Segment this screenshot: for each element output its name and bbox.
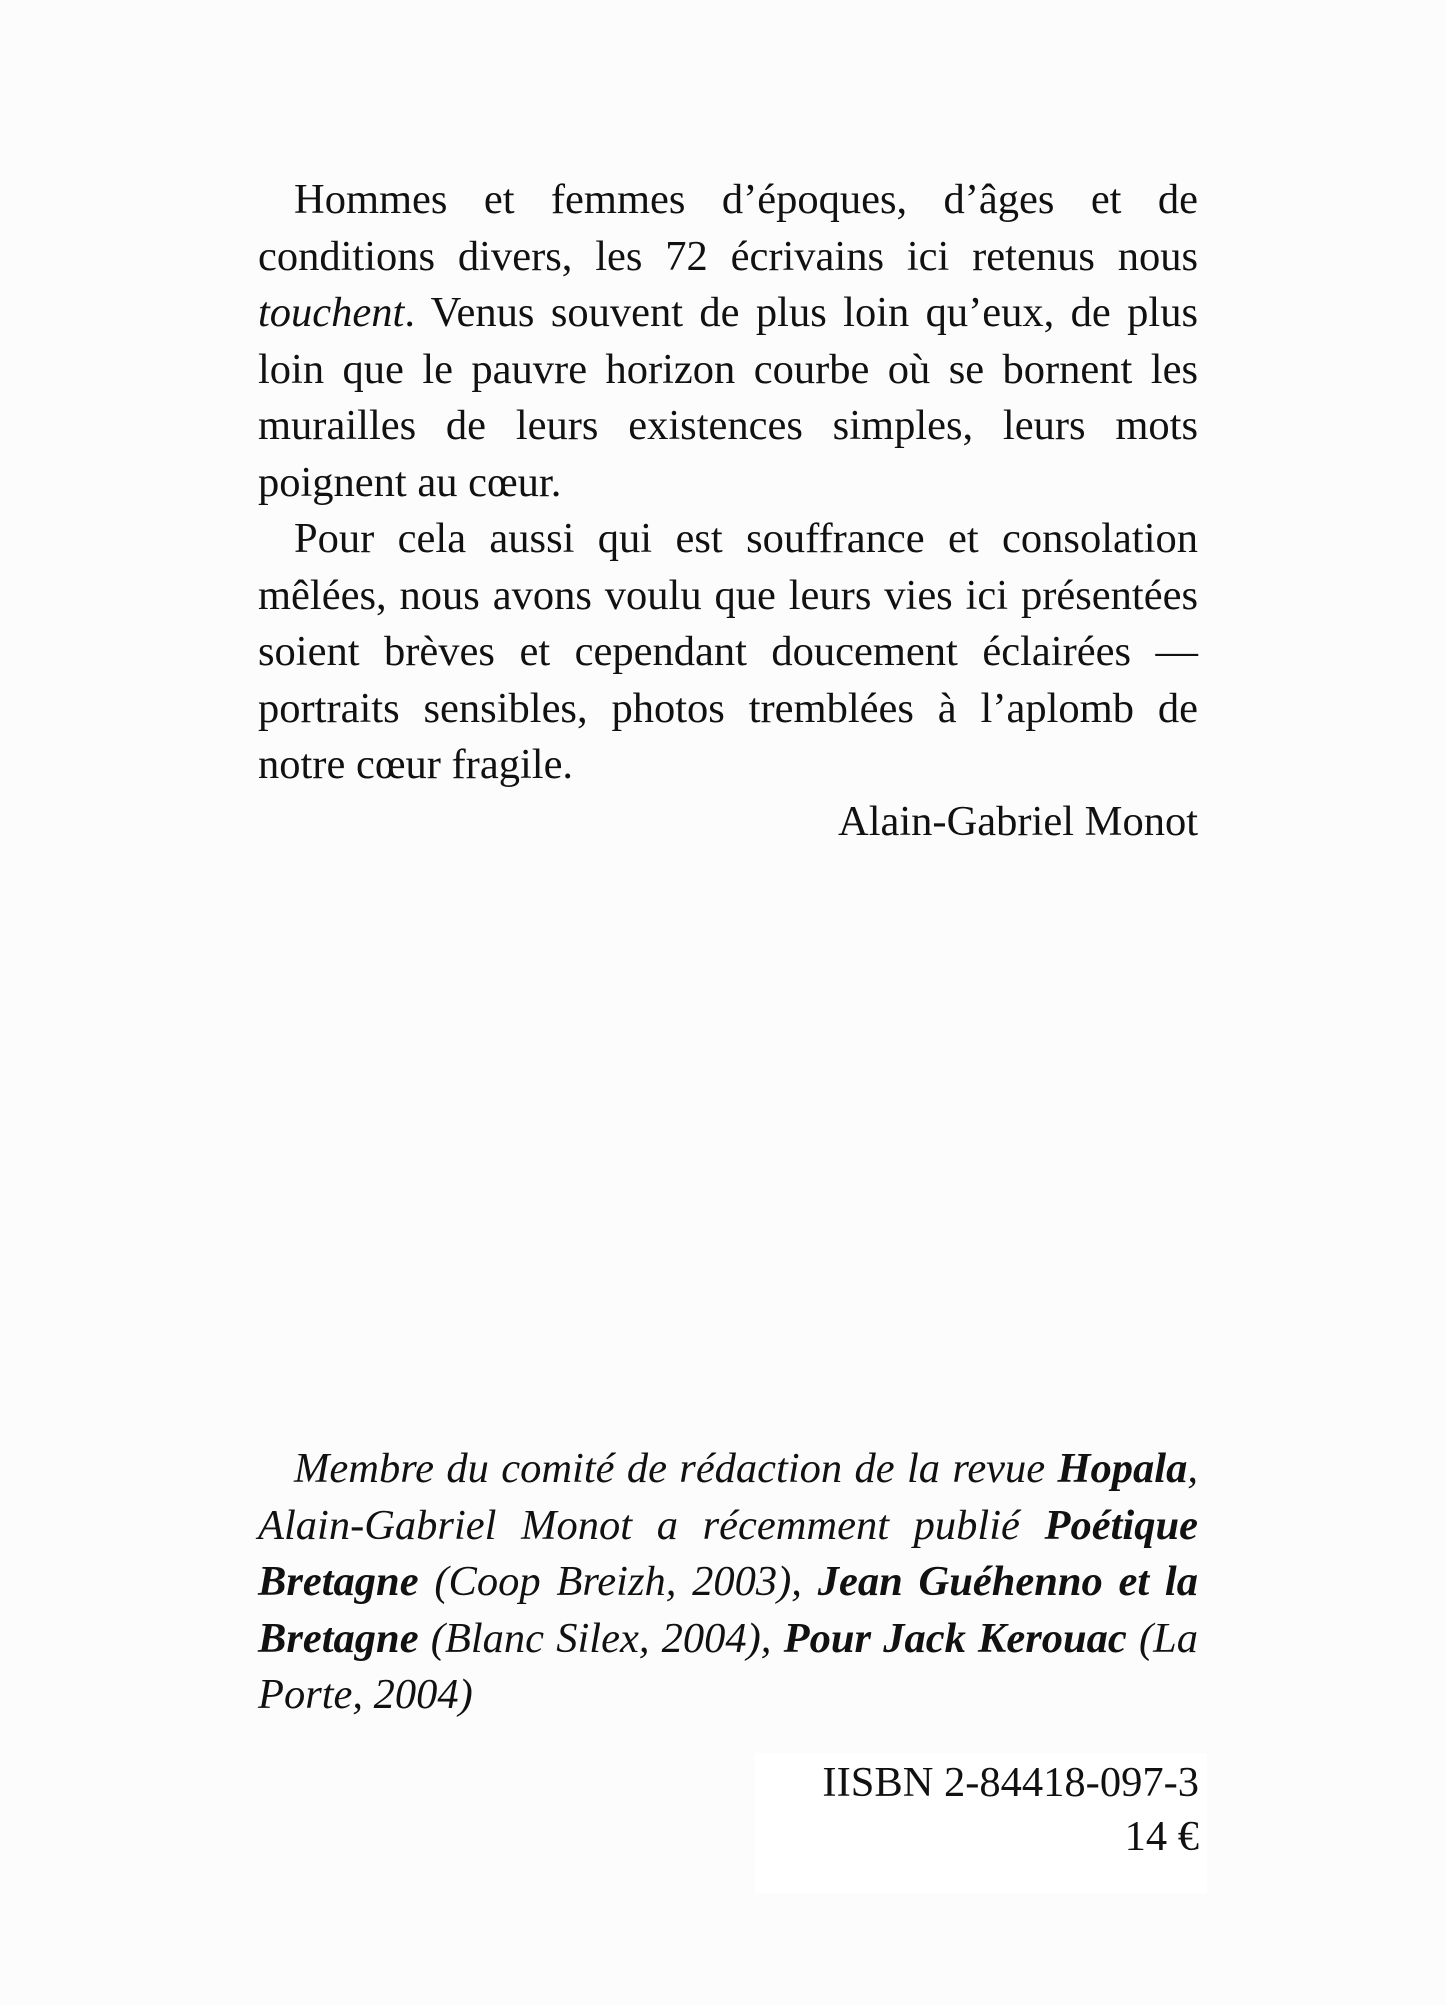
bio-paragraph <box>258 1441 1198 1724</box>
bio-text-2: , Alain-Gabriel Monot a récemment publié <box>258 1445 1198 1549</box>
bio-text-5: (La Porte, 2004) <box>258 1614 1198 1718</box>
bio-text-3: (Coop Breizh, 2003), <box>418 1558 818 1605</box>
bio-text-1: Membre du comité de rédaction de la revue <box>294 1445 1058 1492</box>
bio-title-jean-guehenno: Jean Guéhenno et la Bretagne <box>258 1558 1198 1662</box>
price-label: 14 € <box>1124 1813 1199 1860</box>
bio-title-pour-jack-kerouac: Pour Jack Kerouac <box>783 1614 1127 1662</box>
isbn-price-box <box>755 1753 1207 1893</box>
intro-emphasis: touchent <box>258 289 405 336</box>
bio-title-poetique-bretagne: Poétique Bretagne <box>258 1501 1198 1605</box>
author-bio <box>258 1441 1198 1724</box>
intro-paragraph-1-end: . Venus souvent de plus loin qu’eux, de plus loin que le pauvre horizon courbe où se bornent les murailles de leurs existences simples, leurs mots poignent au cœur. <box>258 289 1198 506</box>
intro-paragraph-1 <box>258 172 1198 511</box>
isbn-label: IISBN 2-84418-097-3 <box>822 1759 1199 1806</box>
intro-paragraph-2: Pour cela aussi qui est souffrance et consolation mêlées, nous avons voulu que leurs vies ici présentées soient brèves et cependant doucement éclairées — portraits sensibles, photos tremblées à l’aplomb de notre cœur fragile. <box>258 515 1198 788</box>
intro-paragraph-1-start: Hommes et femmes d’époques, d’âges et de conditions divers, les 72 écrivains ici retenus nous <box>258 176 1198 280</box>
bio-text-4: (Blanc Silex, 2004), <box>418 1614 784 1662</box>
author-signature: Alain-Gabriel Monot <box>838 797 1198 845</box>
bio-title-hopala: Hopala <box>1057 1445 1188 1492</box>
intro-text <box>258 172 1198 850</box>
